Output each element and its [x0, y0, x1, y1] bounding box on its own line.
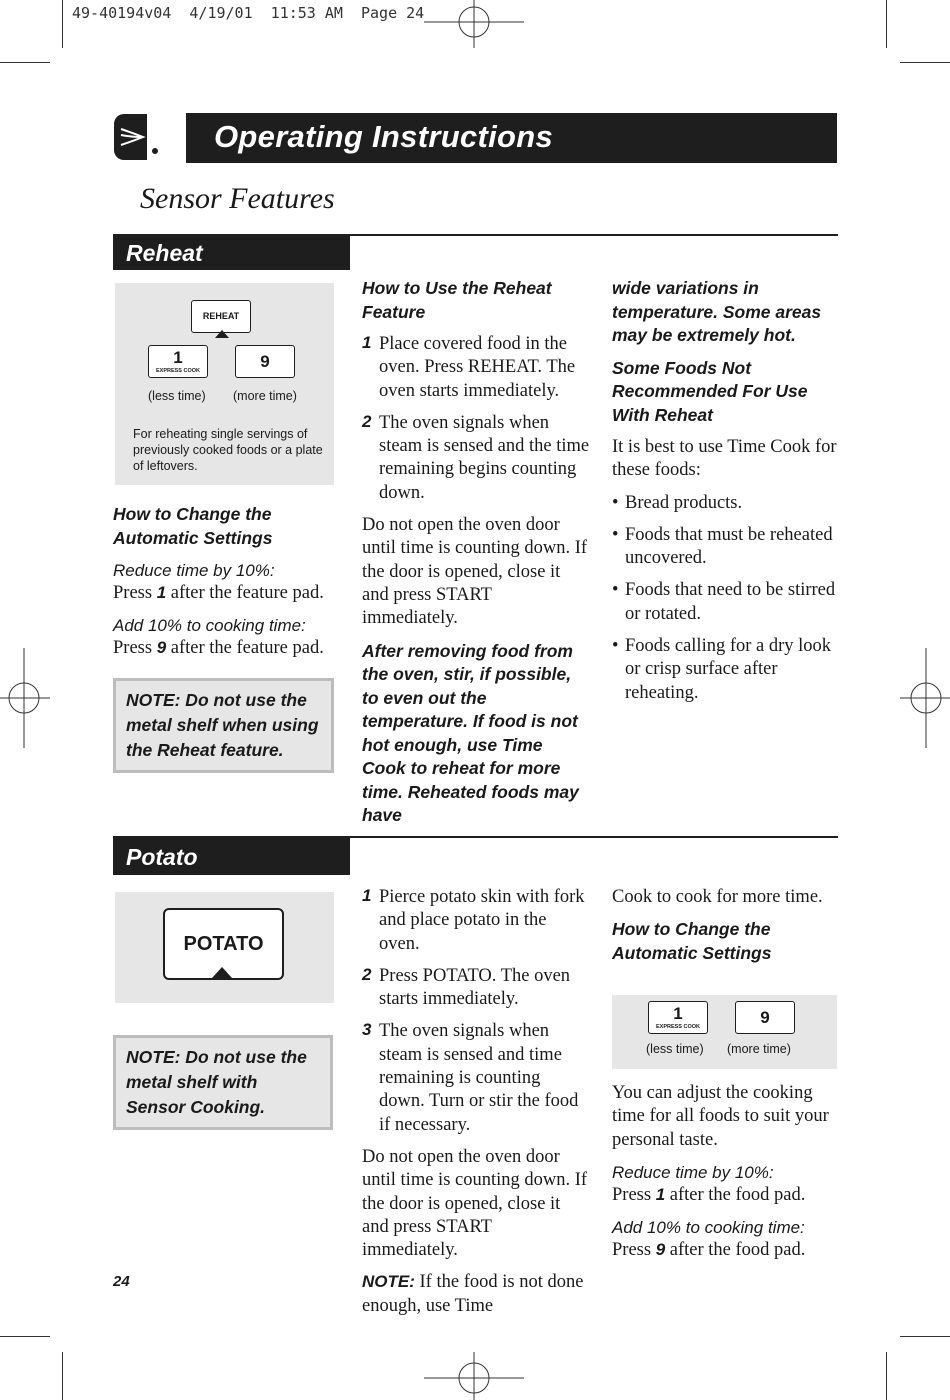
reheat-reduce-instruction: Press 1 after the feature pad. [113, 583, 324, 603]
potato-adjust-panel [612, 995, 837, 1069]
reheat-note: NOTE: Do not use the metal shelf when using the Reheat feature. [113, 678, 334, 773]
reheat-not-recommended-heading: Some Foods Not Recommended For Use With Reheat [612, 357, 808, 425]
reheat-col2 [362, 277, 590, 837]
more-time-9-key[interactable]: 9 [235, 345, 295, 378]
potato-add-instruction: Press 9 after the food pad. [612, 1240, 806, 1261]
less-time-label: (less time) [148, 389, 206, 403]
key-pointer-icon [212, 967, 232, 978]
registration-mark-bottom [424, 1350, 524, 1400]
reheat-how-heading: How to Use the Reheat Feature [362, 278, 552, 322]
registration-mark-left [0, 648, 50, 748]
list-item: • Foods calling for a dry look or crisp surface after reheating. [612, 636, 832, 703]
potato-reduce-label: Reduce time by 10%: [612, 1162, 774, 1182]
potato-col3-lower [612, 1082, 840, 1271]
reheat-section-bar [113, 234, 350, 270]
potato-key[interactable]: POTATO [163, 908, 284, 980]
potato-note: NOTE: Do not use the metal shelf with Sensor Cooking. [113, 1035, 333, 1130]
potato-step-1: 1 Pierce potato skin with fork and place potato in the oven. [362, 886, 585, 954]
potato-change-heading: How to Change the Automatic Settings [612, 919, 772, 963]
express-cook-1-key[interactable]: 1 EXPRESS COOK [148, 345, 208, 378]
microwave-logo-icon [113, 113, 161, 161]
potato-step-2: 2 Press POTATO. The oven starts immediately. [362, 964, 571, 1010]
key-pointer-icon [215, 330, 229, 338]
reheat-caption: For reheating single servings of previously cooked foods or a plate of leftovers. [133, 427, 323, 473]
potato-note-text: NOTE: If the food is not done enough, use Time [362, 1272, 584, 1316]
list-item: • Foods that need to be stirred or rotated. [612, 580, 836, 624]
chapter-title: Operating Instructions [214, 119, 554, 154]
more-time-label: (more time) [233, 389, 297, 403]
more-time-9-key[interactable]: 9 [735, 1001, 795, 1034]
reheat-panel [115, 283, 334, 485]
list-item: • Bread products. [612, 492, 743, 513]
potato-add-label: Add 10% to cooking time: [612, 1218, 805, 1238]
potato-panel [115, 892, 334, 1003]
potato-col3 [612, 886, 840, 974]
page-number: 24 [113, 1273, 130, 1290]
reheat-after-text: After removing food from the oven, stir, if possible, to even out the temperature. If food is not hot enough, use Time Cook to reheat for more time. Reheated foods may have [362, 640, 579, 826]
registration-mark-top [424, 0, 524, 50]
express-cook-1-key[interactable]: 1 EXPRESS COOK [648, 1001, 708, 1034]
potato-rule [350, 836, 838, 838]
reheat-col3 [612, 277, 840, 714]
potato-cont-text: Cook to cook for more time. [612, 887, 823, 907]
reheat-heading: Reheat [126, 240, 203, 266]
reheat-change-heading: How to Change the Automatic Settings [113, 504, 273, 548]
potato-col2 [362, 886, 590, 1327]
reheat-step-1: 1 Place covered food in the oven. Press REHEAT. The oven starts immediately. [362, 333, 576, 401]
potato-section-bar [113, 836, 350, 875]
reheat-step-2: 2 The oven signals when steam is sensed and the time remaining begins counting down. [362, 411, 590, 503]
page-subtitle: Sensor Features [140, 182, 335, 215]
reheat-key[interactable]: REHEAT [191, 300, 251, 333]
chapter-title-bar [186, 113, 837, 163]
potato-heading: Potato [126, 844, 198, 870]
reheat-reduce-label: Reduce time by 10%: [113, 561, 275, 580]
list-item: • Foods that must be reheated uncovered. [612, 524, 833, 569]
potato-adjust-text: You can adjust the cooking time for all foods to suit your personal taste. [612, 1083, 829, 1150]
print-header: 49-40194v04 4/19/01 11:53 AM Page 24 [72, 4, 425, 22]
potato-reduce-instruction: Press 1 after the food pad. [612, 1184, 806, 1205]
reheat-rule [350, 234, 838, 236]
reheat-door-text: Do not open the oven door until time is counting down. If the door is opened, close it and press START immediately. [362, 515, 588, 629]
reheat-add-instruction: Press 9 after the feature pad. [113, 638, 324, 659]
reheat-wide-variations: wide variations in temperature. Some areas may be extremely hot. [612, 278, 822, 345]
potato-door-text: Do not open the oven door until time is counting down. If the door is opened, close it and press START immediately. [362, 1146, 588, 1261]
more-time-label: (more time) [727, 1042, 791, 1056]
reheat-col1 [113, 503, 343, 670]
reheat-add-label: Add 10% to cooking time: [113, 616, 306, 636]
less-time-label: (less time) [646, 1042, 704, 1056]
registration-mark-right [900, 648, 950, 748]
potato-step-3: 3 The oven signals when steam is sensed and time remaining is counting down. Turn or stir the food if necessary. [362, 1020, 579, 1135]
reheat-best-text: It is best to use Time Cook for these foods: [612, 437, 837, 481]
